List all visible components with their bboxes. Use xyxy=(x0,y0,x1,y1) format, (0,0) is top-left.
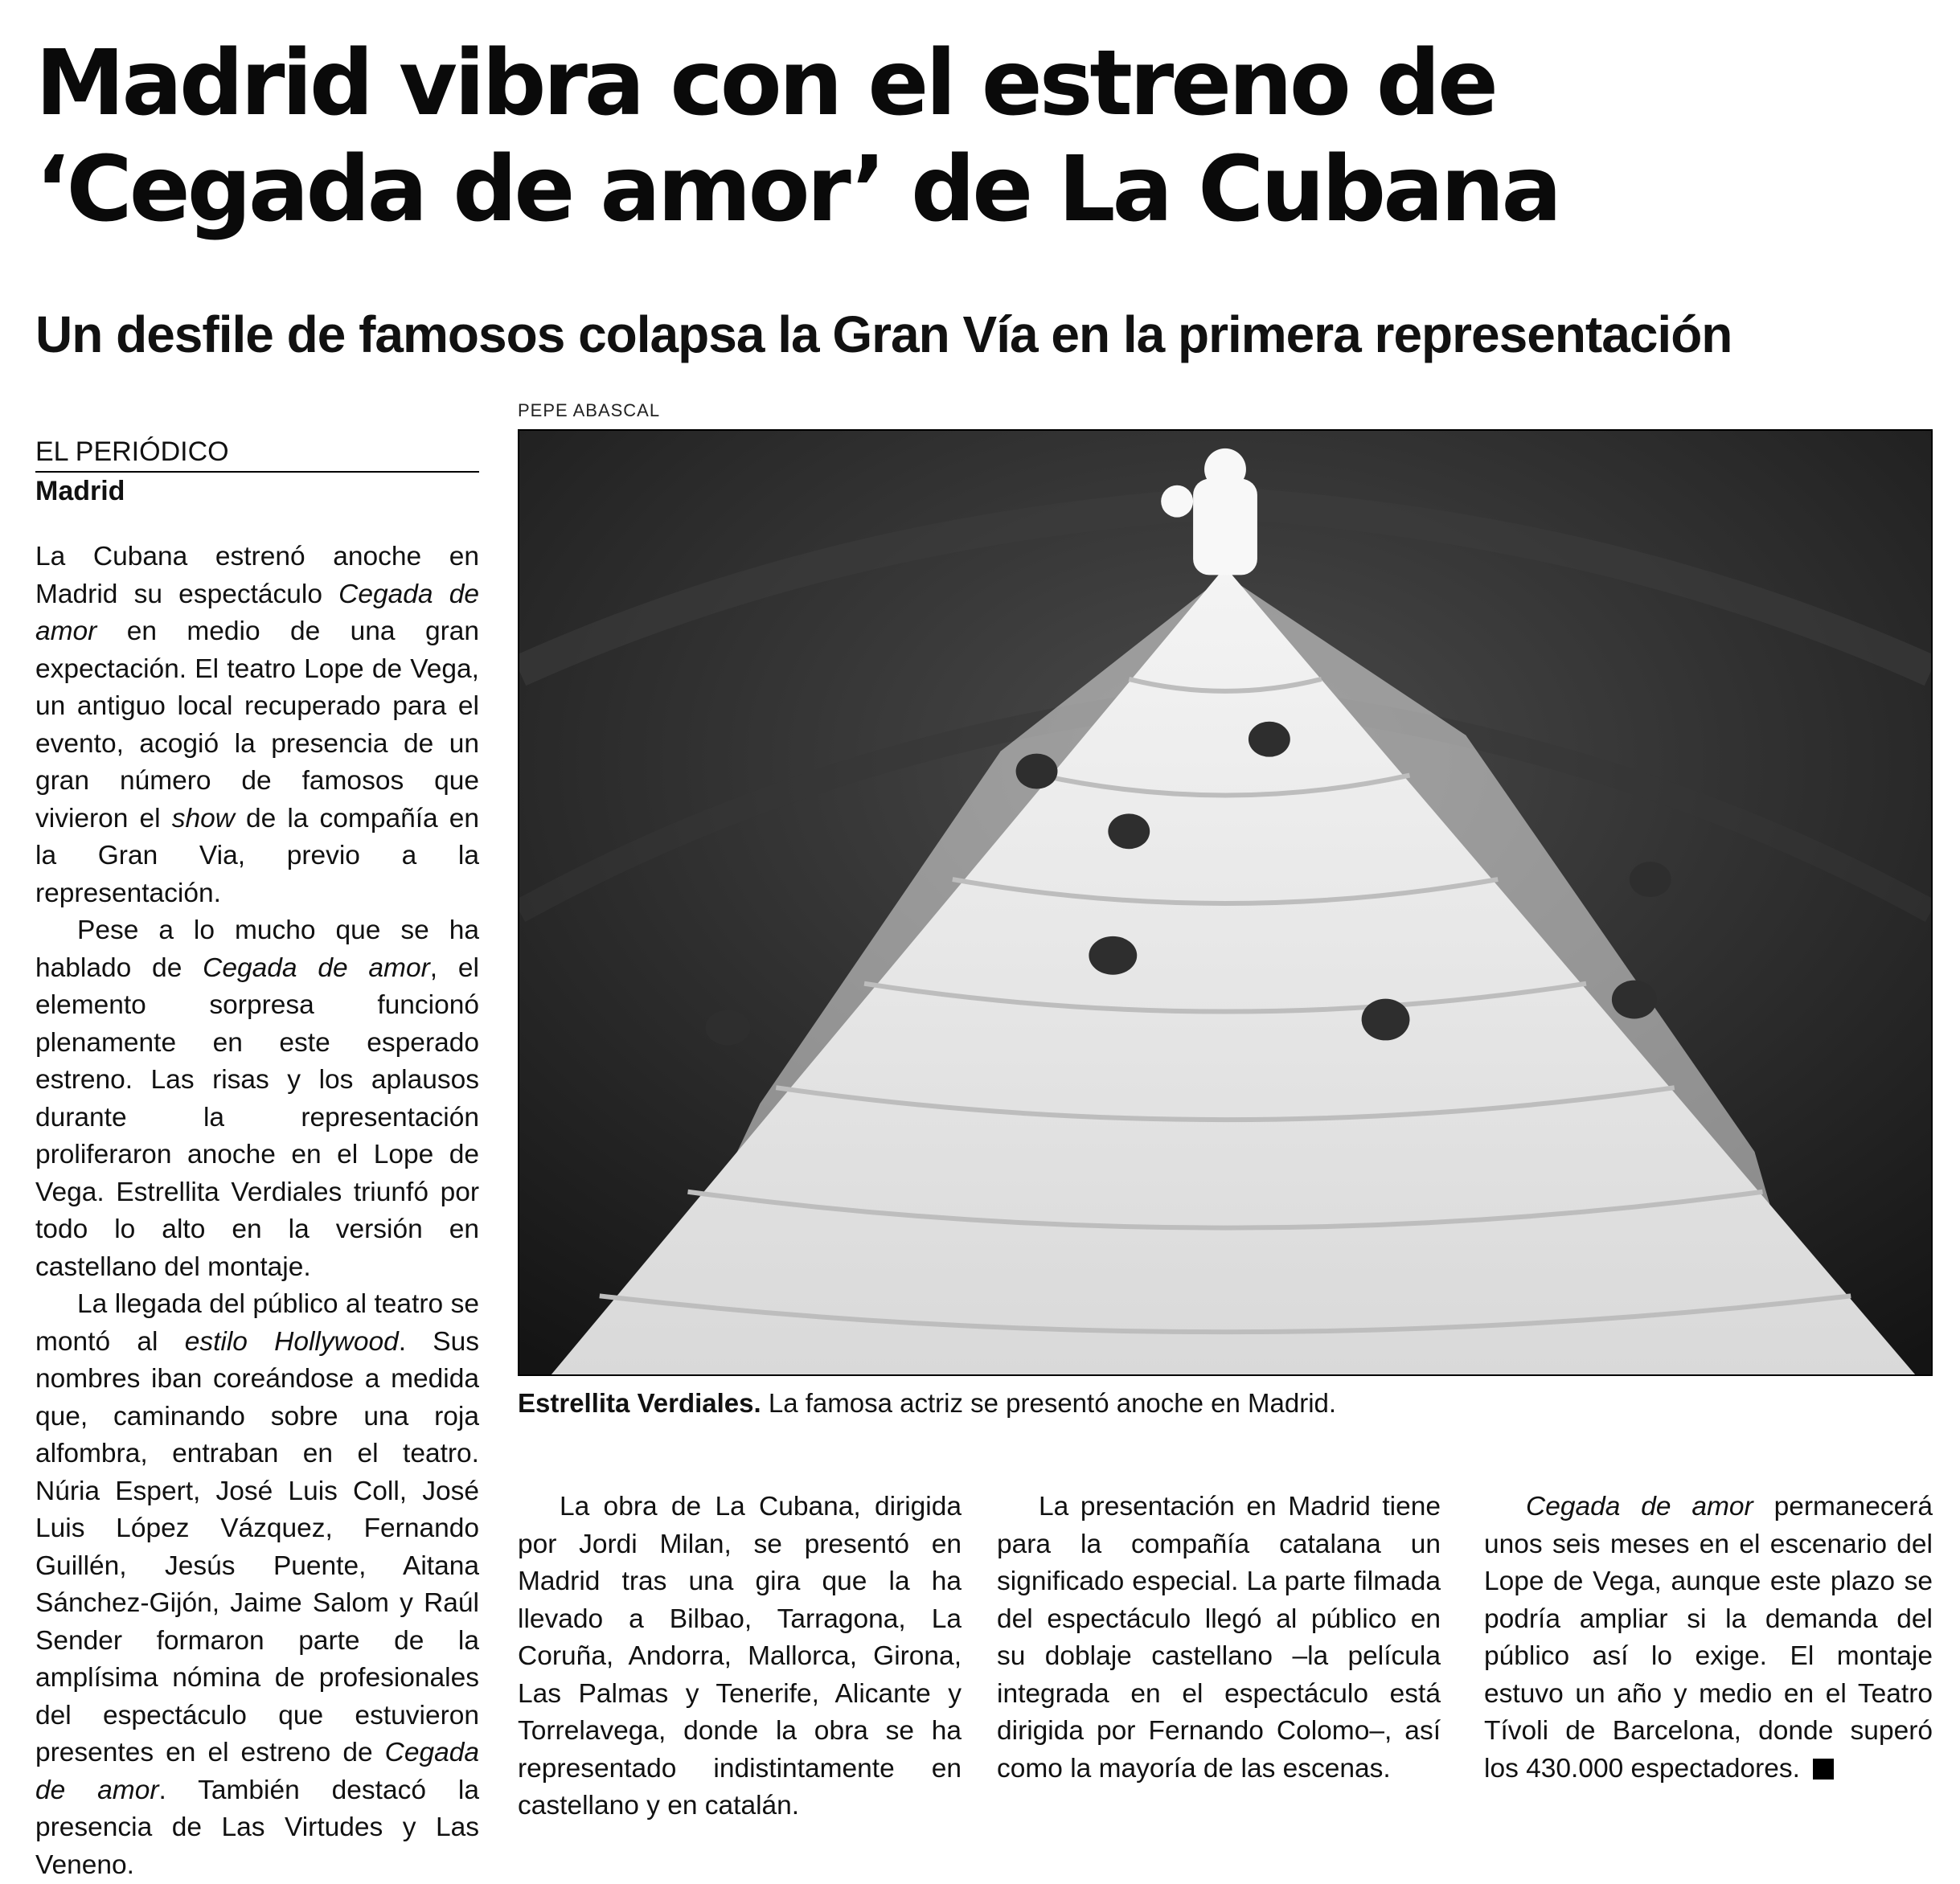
text-run: La llegada del público al teatro se montó al xyxy=(35,1289,479,1357)
text-run: , el elemento sorpresa funcionó plenamente en este esperado estreno. Las risas y los aplausos durante la representación proliferaron anoche en el Lope de Vega. Estrellita Verdiales triunfó por todo lo alto en la versión en castellano del montaje. xyxy=(35,952,479,1282)
paragraph-6 xyxy=(1484,1489,1933,1788)
byline-source: EL PERIÓDICO xyxy=(35,434,479,473)
article-column-1 xyxy=(35,539,479,1884)
paragraph-5: La presentación en Madrid tiene para la compañía catalana un significado especial. La parte filmada del espectáculo llegó al público en su doblaje castellano –la película integrada en el espectáculo está dirigida por Fernando Colomo–, así como la mayoría de las escenas. xyxy=(997,1492,1441,1784)
article-column-3 xyxy=(997,1489,1441,1788)
stage-photo xyxy=(518,429,1933,1376)
text-run: . También destacó la presencia de Las Virtudes y Las Veneno. xyxy=(35,1775,479,1880)
stage-photo-illustration xyxy=(519,431,1931,1374)
photo-caption xyxy=(518,1386,1336,1421)
paragraph-3 xyxy=(35,1286,479,1884)
article-column-2 xyxy=(518,1489,962,1825)
headline-line-1: Madrid vibra con el estreno de xyxy=(35,31,1495,136)
text-run: Pese a lo mucho que se ha hablado de xyxy=(35,915,479,983)
text-run: en medio de una gran expectación. El teatro Lope de Vega, un antiguo local recuperado para el evento, acogió la presencia de un gran número de famosos que vivieron el xyxy=(35,616,479,833)
paragraph-4: La obra de La Cubana, dirigida por Jordi Milan, se presentó en Madrid tras una gira que la ha llevado a Bilbao, Tarragona, La Coruña, Andorra, Mallorca, Girona, Las Palmas y Tenerife, Alicante y Torrelavega, donde la obra se ha representado indistintamente en castellano y en catalán. xyxy=(518,1492,962,1821)
byline-city: Madrid xyxy=(35,476,125,506)
paragraph-1 xyxy=(35,539,479,912)
photo-credit: PEPE ABASCAL xyxy=(518,400,661,420)
headline xyxy=(35,31,1933,243)
headline-line-2: ‘Cegada de amor’ de La Cubana xyxy=(35,137,1560,242)
text-run: de la compañía en la Gran Via, previo a la representación. xyxy=(35,803,480,908)
text-run: La Cubana estrenó anoche en Madrid su espectáculo xyxy=(35,542,479,609)
text-run: permanecerá unos seis meses en el escenario del Lope de Vega, aunque este plazo se podría ampliar si la demanda del público así lo exige. El montaje estuvo un año y medio en el Teatro Tívoli de Barcelona, donde superó los 430.000 espectadores. xyxy=(1484,1492,1933,1784)
text-run-italic: estilo Hollywood xyxy=(184,1326,399,1357)
caption-text: La famosa actriz se presentó anoche en Madrid. xyxy=(761,1388,1337,1418)
text-run-italic: Cegada de amor xyxy=(35,579,479,646)
subtitle: Un desfile de famosos colapsa la Gran Vía en la primera representación xyxy=(35,305,1732,363)
text-run-italic: Cegada de amor xyxy=(35,1738,479,1805)
text-run-italic: Cegada de amor xyxy=(203,952,430,983)
text-run-italic: show xyxy=(171,803,235,833)
byline xyxy=(35,434,479,510)
paragraph-2 xyxy=(35,912,479,1286)
end-of-article-icon xyxy=(1813,1759,1834,1780)
text-run-italic: Cegada de amor xyxy=(1526,1492,1753,1522)
text-run: . Sus nombres iban coreándose a medida que, caminando sobre una roja alfombra, entraban en el teatro. Núria Espert, José Luis Coll, José Luis López Vázquez, Fernando Guillén, Jesús Puente, Aitana Sánchez-Gijón, Jaime Salom y Raúl Sender formaron parte de la amplísima nómina de profesionales del espectáculo que estuvieron presentes en el estreno de xyxy=(35,1326,480,1767)
article-column-4 xyxy=(1484,1489,1933,1788)
caption-name: Estrellita Verdiales. xyxy=(518,1388,761,1418)
